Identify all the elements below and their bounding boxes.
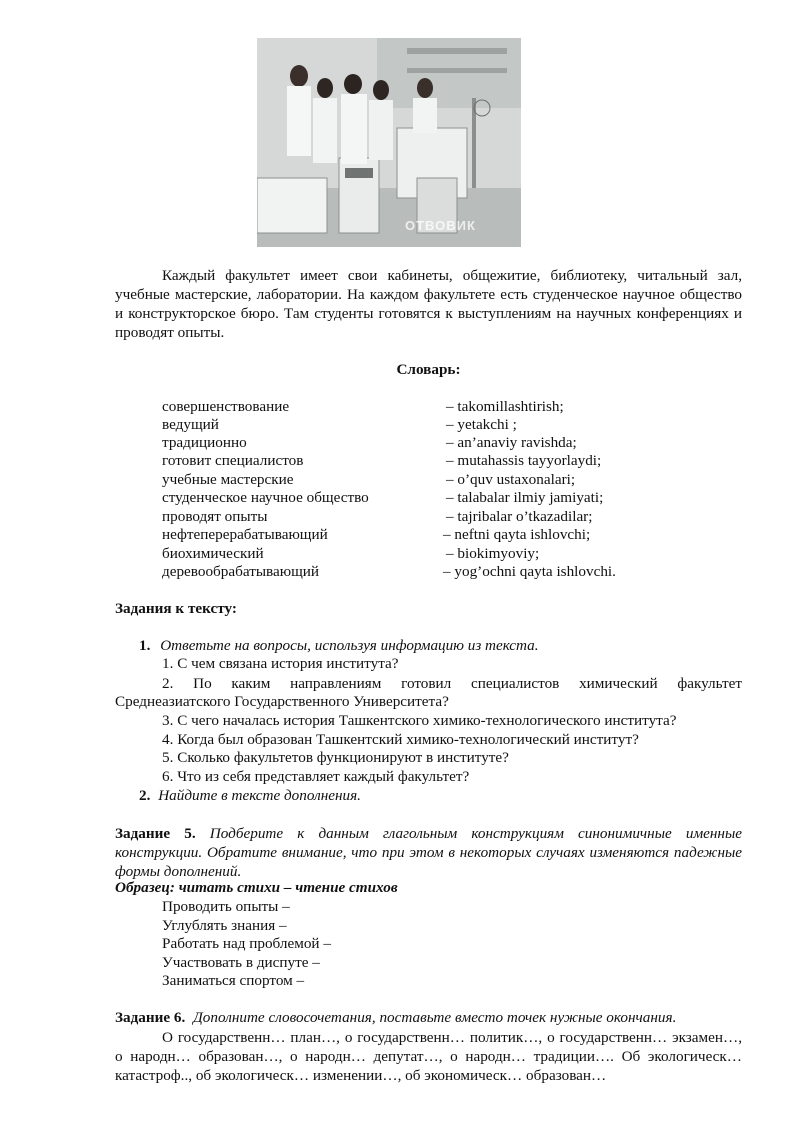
question-item: 5. Сколько факультетов функционируют в институте? xyxy=(162,749,509,766)
question-item: 4. Когда был образован Ташкентский химико-технологический институт? xyxy=(162,731,639,748)
question-item: 3. С чего началась история Ташкентского химико-технологического института? xyxy=(162,712,677,729)
exercise-line: Работать над проблемой – xyxy=(162,935,331,952)
exercise-line: Проводить опыты – xyxy=(162,898,290,915)
tasks-heading: Задания к тексту: xyxy=(115,600,237,617)
vocab-term-ru: готовит специалистов xyxy=(162,452,304,469)
vocab-term-ru: биохимический xyxy=(162,545,264,562)
intro-paragraph: Каждый факультет имеет свои кабинеты, общежитие, библиотеку, читальный зал, учебные мастерские, лаборатории. На каждом факультете есть студенческое научное общество и конструкторское бюро. Там студенты готовятся к выступлениям на научных конференциях и проводят опыты. xyxy=(115,267,742,341)
task-1-number: 1. xyxy=(139,637,151,654)
vocab-term-uz: – an’anaviy ravishda; xyxy=(446,434,577,451)
vocab-term-ru: совершенствование xyxy=(162,398,290,415)
task-2-text: Найдите в тексте дополнения. xyxy=(158,787,361,804)
vocab-term-uz: – yog’ochni qayta ishlovchi. xyxy=(443,563,616,580)
question-item: 1. С чем связана история института? xyxy=(162,655,399,672)
photo-watermark: ОТВОВИК xyxy=(405,218,476,233)
question-2-text: 2. По каким направлениям готовил специалистов химический факультет xyxy=(162,675,742,692)
task-5-label: Задание 5. xyxy=(115,825,196,842)
vocab-term-uz: – biokimyoviy; xyxy=(446,545,540,562)
vocab-term-ru: проводят опыты xyxy=(162,508,268,525)
vocab-term-uz: – takomillashtirish; xyxy=(446,398,564,415)
question-item: 6. Что из себя представляет каждый факультет? xyxy=(162,768,470,785)
task-5-text: Подберите к данным глагольным конструкциям синонимичные именные конструкции. Обратите внимание, что при этом в некоторых случаях изменяются падежные формы дополнений. xyxy=(115,825,742,880)
question-item-continuation: Среднеазиатского Государственного Университета? xyxy=(115,693,449,710)
task-5-paragraph xyxy=(115,824,742,881)
vocab-term-uz: – talabalar ilmiy jamiyati; xyxy=(446,489,604,506)
vocab-term-ru: ведущий xyxy=(162,416,219,433)
vocab-term-uz: – mutahassis tayyorlaydi; xyxy=(446,452,602,469)
vocab-term-ru: студенческое научное общество xyxy=(162,489,369,506)
vocab-term-uz: – neftni qayta ishlovchi; xyxy=(443,526,591,543)
laboratory-photo-illustration xyxy=(257,38,521,247)
vocab-term-ru: деревообрабатывающий xyxy=(162,563,320,580)
exercise-line: Участвовать в диспуте – xyxy=(162,954,320,971)
vocab-term-uz: – tajribalar o’tkazadilar; xyxy=(446,508,593,525)
task-6-label: Задание 6. xyxy=(115,1009,186,1026)
task-2-line xyxy=(139,787,361,805)
vocab-term-ru: традиционно xyxy=(162,434,247,451)
task-1-text: Ответьте на вопросы, используя информацию из текста. xyxy=(160,637,539,654)
vocab-term-uz: – o’quv ustaxonalari; xyxy=(446,471,576,488)
question-item xyxy=(162,675,742,693)
task-6-line xyxy=(115,1009,676,1027)
vocab-term-ru: учебные мастерские xyxy=(162,471,294,488)
exercise-line: Углублять знания – xyxy=(162,917,287,934)
exercise-line: Заниматься спортом – xyxy=(162,972,305,989)
task-5-sample: Образец: читать стихи – чтение стихов xyxy=(115,879,398,896)
vocab-term-uz: – yetakchi ; xyxy=(446,416,517,433)
task-6-body: О государственн… план…, о государственн… политик…, о государственн… экзамен…, о народн… образован…, о народн… депутат…, о народн… традиции…. Об экологическ… катастроф.., об экологическ… изменении…, об экономическ… образован… xyxy=(115,1029,742,1084)
task-1-line xyxy=(139,637,539,655)
task-6-text: Дополните словосочетания, поставьте вместо точек нужные окончания. xyxy=(193,1009,677,1026)
laboratory-photo xyxy=(257,38,521,247)
vocabulary-title: Словарь: xyxy=(396,361,461,378)
task-2-number: 2. xyxy=(139,787,151,804)
vocab-term-ru: нефтеперерабатывающий xyxy=(162,526,328,543)
